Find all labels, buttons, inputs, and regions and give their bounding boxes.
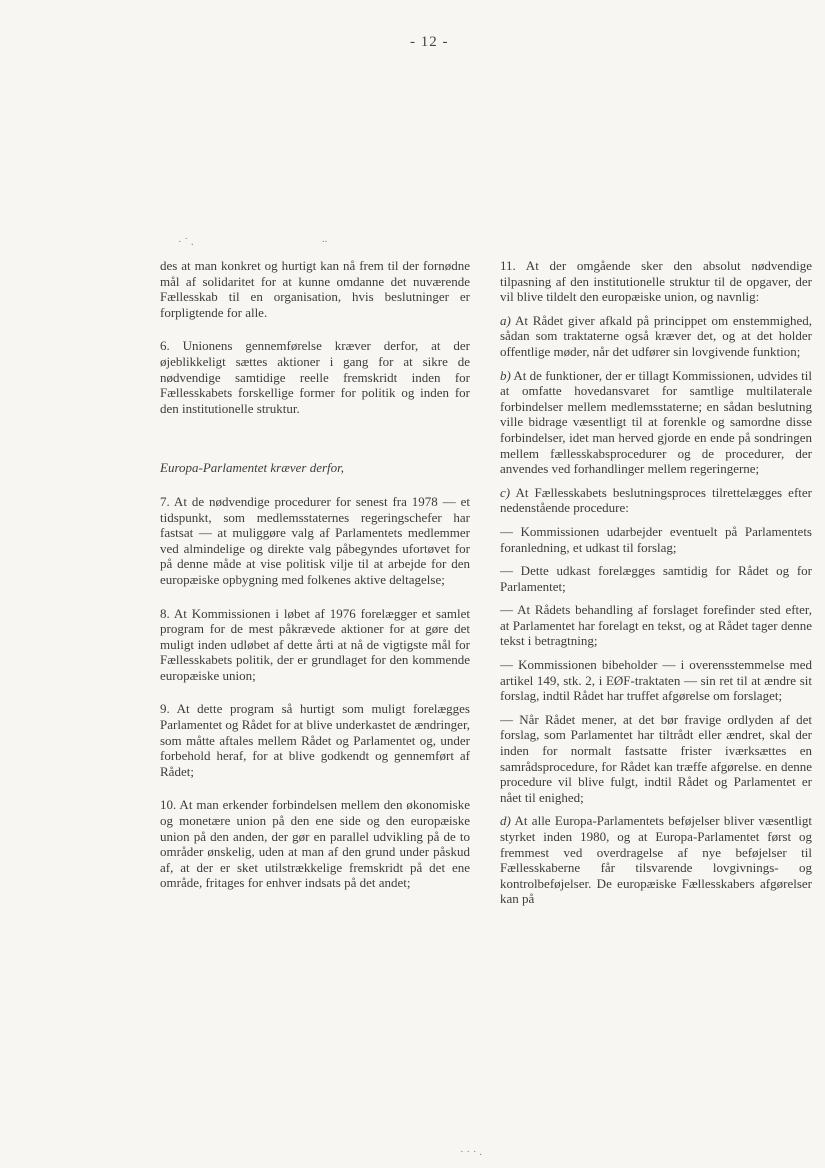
item-b-text: At de funktioner, der er tillagt Kommissionen, udvides til at omfatte hovedansvaret for samtlige multilaterale forbindelser mellem medlemsstaterne; en sådan beslutning ville bidrage væsentligt til at forenkle og samordne disse forbindelser, idet man herved gjorde en ende på sondringen mellem fællesskabsprocedurer og de procedurer, der anvendes ved forhandlinger mellem regeringerne; bbox=[500, 367, 812, 477]
item-c-letter: c) bbox=[500, 484, 511, 500]
item-a-text: At Rådet giver afkald på princippet om enstemmighed, sådan som traktaterne også kræver det, og at det holder offentlige møder, når det udfører sin lovgivende funktion; bbox=[500, 312, 812, 359]
item-d-letter: d) bbox=[500, 813, 511, 829]
scan-speck: · ˙ . bbox=[178, 236, 194, 248]
scan-speck: .. bbox=[322, 233, 328, 245]
item-c-dash-1: — Kommissionen udarbejder eventuelt på Parlamentets foranledning, et udkast til forslag; bbox=[500, 523, 812, 555]
item-c bbox=[500, 485, 812, 516]
item-d-text: At alle Europa-Parlamentets beføjelser bliver væsentligt styrket inden 1980, og at Europa-Parlamentet først og fremmest ved overdragelse af nye beføjelser til Fællesskaberne får tilsvarende lovgivnings- og kontrolbeføjelser. De europæiske Fællesskabers afgørelser kan på bbox=[500, 813, 812, 907]
paragraph-9: 9. At dette program så hurtigt som muligt forelægges Parlamentet og Rådet for at blive underkastet de ændringer, som måtte aftales mellem Rådet og Parlamentet og, under forbehold heraf, for at blive godkendt og gennemført af Rådet; bbox=[160, 701, 470, 779]
item-a-letter: a) bbox=[500, 312, 511, 328]
item-a bbox=[500, 313, 812, 360]
paragraph-8: 8. At Kommissionen i løbet af 1976 forelægger et samlet program for de mest påkrævede aktioner for at gøre det muligt inden udløbet af dette årti at nå de vigtigste mål for Fællesskabets politik, der er grundlaget for den kommende europæiske union; bbox=[160, 605, 470, 683]
item-b-letter: b) bbox=[500, 367, 511, 383]
right-column bbox=[500, 258, 812, 907]
paragraph-continuation: des at man konkret og hurtigt kan nå frem til der fornødne mål af solidaritet for at kunne omdanne det nuværende Fællesskab til en organisation, hvis beslutninger er forpligtende for alle. bbox=[160, 258, 470, 320]
scan-speck: · · · . bbox=[460, 1146, 482, 1158]
paragraph-11: 11. At der omgående sker den absolut nødvendige tilpasning af den institutionelle struktur til de opgaver, der vil blive tildelt den europæiske union, og navnlig: bbox=[500, 258, 812, 305]
item-c-text: At Fællesskabets beslutningsproces tilrettelægges efter nedenstående procedure: bbox=[500, 484, 812, 516]
left-column bbox=[160, 258, 470, 891]
item-c-dash-2: — Dette udkast forelægges samtidig for Rådet og for Parlamentet; bbox=[500, 563, 812, 594]
paragraph-6: 6. Unionens gennemførelse kræver derfor, at der øjeblikkeligt sættes aktioner i gang for at sikre de nødvendige samtidige reelle fremskridt inden for Fællesskabets forskellige former for politik og inden for den institutionelle struktur. bbox=[160, 338, 470, 416]
item-b bbox=[500, 368, 812, 477]
item-c-dash-4: — Kommissionen bibeholder — i overensstemmelse med artikel 149, stk. 2, i EØF-traktaten — sin ret til at ændre sit forslag, indtil Rådet har truffet afgørelse om forslaget; bbox=[500, 657, 812, 704]
paragraph-7: 7. At de nødvendige procedurer for senest fra 1978 — et tidspunkt, som medlemsstaternes regeringschefer har fastsat — at muliggøre valg af Parlamentets medlemmer ved almindelige og direkte valg påbegyndes ufortøvet for på denne måde at vise politisk vilje til at arbejde for den europæiske opbygning med folkenes aktive deltagelse; bbox=[160, 493, 470, 587]
section-heading: Europa-Parlamentet kræver derfor, bbox=[160, 460, 345, 476]
page-number: - 12 - bbox=[410, 34, 449, 50]
paragraph-10: 10. At man erkender forbindelsen mellem den økonomiske og monetære union på den ene side og den europæiske union på den anden, der gør en parallel udvikling på de to områder ønskelig, uden at man af den grund under påskud af, at der er sket utilstrækkelige fremskridt på det ene område, fritages for enhver indsats på det andet; bbox=[160, 797, 470, 891]
item-d bbox=[500, 813, 812, 907]
item-c-dash-5: — Når Rådet mener, at det bør fravige ordlyden af det forslag, som Parlamentet har tiltrådt eller ændret, skal der inden for normalt fastsatte frister iværksættes en samrådsprocedure, for Rådet kan træffe afgørelse. en denne procedure vil blive fulgt, indtil Rådet og Parlamentet er nået til enighed; bbox=[500, 711, 812, 805]
item-c-dash-3: — At Rådets behandling af forslaget forefinder sted efter, at Parlamentet har forelagt en tekst, og at Rådet tager denne tekst i betragtning; bbox=[500, 602, 812, 649]
